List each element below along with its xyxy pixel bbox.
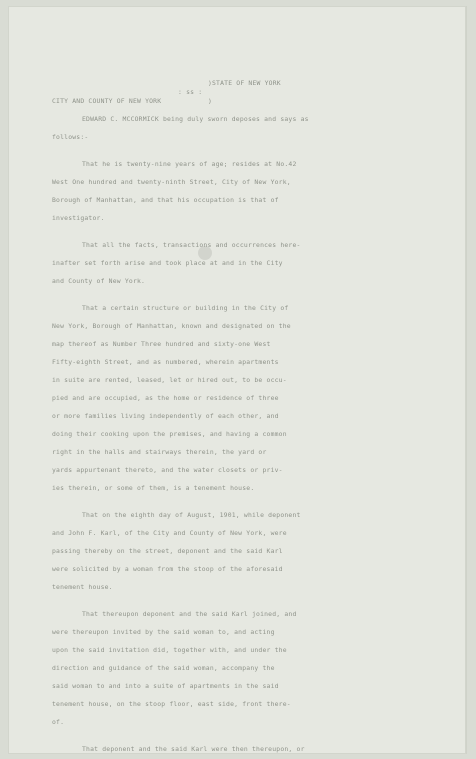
- text-line: EDWARD C. MCCORMICK being duly sworn deposes and says as: [82, 115, 309, 123]
- paragraph-gap: [52, 227, 452, 236]
- text-line: That a certain structure or building in the City of: [82, 304, 289, 312]
- text-line: in suite are rented, leased, let or hired out, to be occu-: [52, 376, 287, 384]
- text-line: tenement house, on the stoop floor, east side, front there-: [52, 700, 291, 708]
- paragraph: [52, 155, 452, 227]
- paragraph-gap: [52, 146, 452, 155]
- text-line: yards appurtenant thereto, and the water closets or priv-: [52, 466, 283, 474]
- text-line: That all the facts, transactions and occurrences here-: [82, 241, 301, 249]
- affidavit-text: [52, 74, 452, 758]
- text-line: That on the eighth day of August, 1901, while deponent: [82, 511, 301, 519]
- caption-bracket-1: ): [208, 79, 213, 87]
- affidavit-body: [52, 110, 452, 758]
- text-line: right in the halls and stairways therein, the yard or: [52, 448, 267, 456]
- text-line: Borough of Manhattan, and that his occupation is that of: [52, 196, 279, 204]
- text-line: upon the said invitation did, together with, and under the: [52, 646, 287, 654]
- caption-county: CITY AND COUNTY OF NEW YORK: [52, 97, 162, 105]
- paragraph-gap: [52, 596, 452, 605]
- text-line: Fifty-eighth Street, and as numbered, wherein apartments: [52, 358, 279, 366]
- text-line: That he is twenty-nine years of age; resides at No.42: [82, 160, 297, 168]
- caption-bracket-2: ): [208, 97, 213, 105]
- paragraph: [52, 605, 452, 731]
- text-line: and County of New York.: [52, 277, 146, 285]
- text-line: passing thereby on the street, deponent and the said Karl: [52, 547, 283, 555]
- text-line: tenement house.: [52, 583, 113, 591]
- paragraph: [52, 236, 452, 290]
- paragraph: [52, 740, 452, 758]
- caption-state: STATE OF NEW YORK: [212, 79, 281, 87]
- paragraph: [52, 110, 452, 146]
- text-line: That deponent and the said Karl were then thereupon, or: [82, 745, 305, 753]
- caption-ss: : ss :: [178, 88, 203, 96]
- text-line: said woman to and into a suite of apartments in the said: [52, 682, 279, 690]
- text-line: and John F. Karl, of the City and County of New York, were: [52, 529, 287, 537]
- text-line: were thereupon invited by the said woman to, and acting: [52, 628, 275, 636]
- paragraph: [52, 506, 452, 596]
- text-line: map thereof as Number Three hundred and sixty-one West: [52, 340, 271, 348]
- text-line: pied and are occupied, as the home or residence of three: [52, 394, 279, 402]
- text-line: doing their cooking upon the premises, and having a common: [52, 430, 287, 438]
- paragraph-gap: [52, 731, 452, 740]
- venue-caption: [52, 74, 452, 110]
- text-line: investigator.: [52, 214, 105, 222]
- text-line: inafter set forth arise and took place at and in the City: [52, 259, 283, 267]
- text-line: or more families living independently of each other, and: [52, 412, 279, 420]
- paragraph: [52, 299, 452, 497]
- text-line: were solicited by a woman from the stoop of the aforesaid: [52, 565, 283, 573]
- paragraph-gap: [52, 290, 452, 299]
- paragraph-gap: [52, 497, 452, 506]
- text-line: West One hundred and twenty-ninth Street, City of New York,: [52, 178, 291, 186]
- text-line: direction and guidance of the said woman, accompany the: [52, 664, 275, 672]
- text-line: follows:-: [52, 133, 89, 141]
- text-line: That thereupon deponent and the said Karl joined, and: [82, 610, 297, 618]
- text-line: ies therein, or some of them, is a tenement house.: [52, 484, 255, 492]
- text-line: of.: [52, 718, 65, 726]
- text-line: New York, Borough of Manhattan, known and designated on the: [52, 322, 291, 330]
